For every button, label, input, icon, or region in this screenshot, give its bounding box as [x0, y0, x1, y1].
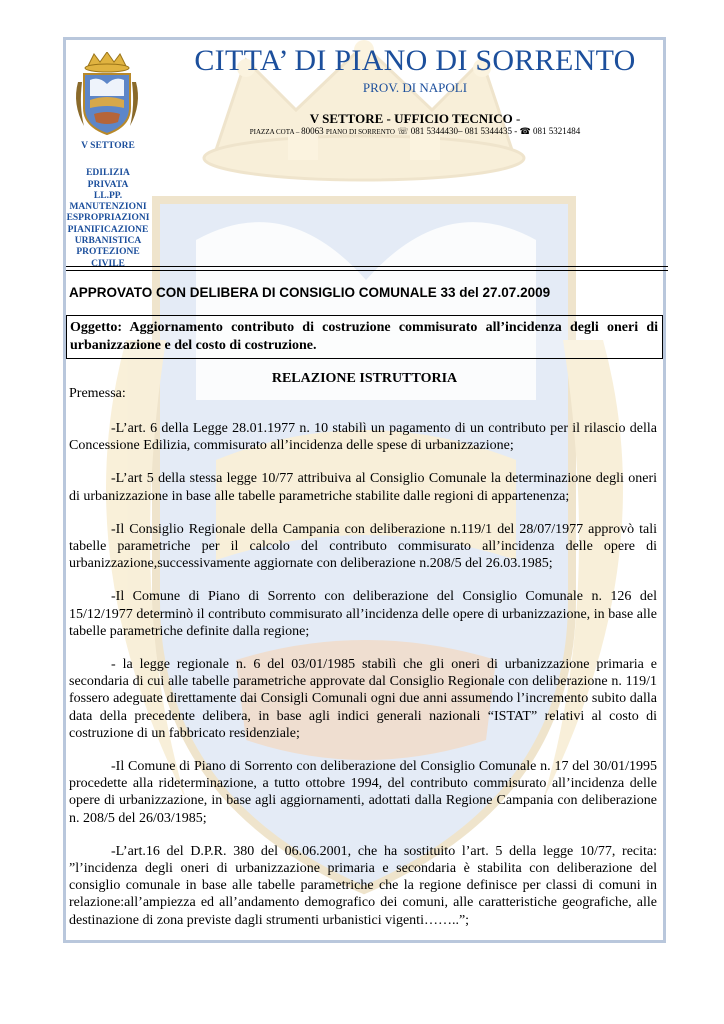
- subject-box: Oggetto: Aggiornamento contributo di costruzione commisurato all’incidenza degli oneri di urbanizzazione e del costo di costruzione.: [66, 315, 663, 359]
- page-title: CITTA’ DI PIANO DI SORRENTO: [194, 44, 636, 77]
- report-title: RELAZIONE ISTRUTTORIA: [271, 371, 458, 386]
- fax-icon: ☎: [519, 126, 531, 136]
- address-street: PIAZZA COTA –: [249, 128, 302, 136]
- sidebar-item: MANUTENZIONI: [69, 202, 147, 213]
- sidebar-item: PIANIFICAZIONE: [67, 224, 149, 235]
- contact-line: [160, 126, 670, 137]
- header-divider: [66, 266, 668, 267]
- sidebar-item: PROTEZIONE: [76, 247, 140, 258]
- header-divider-thin: [66, 270, 668, 271]
- paragraph: -Il Comune di Piano di Sorrento con deliberazione del Consiglio Comunale n. 126 del 15/12/1977 determinò il contributo commisurato all’incidenza delle opere di urbanizzazione, in base alle tabelle parametriche definite dalla regione;: [69, 589, 657, 639]
- premise-label: Premessa:: [69, 386, 126, 401]
- sidebar-item: URBANISTICA: [74, 236, 142, 247]
- office-name: [160, 111, 670, 127]
- paragraph: -L’art.16 del D.P.R. 380 del 06.06.2001, che ha sostituito l’art. 5 della legge 10/77, recita: ”l’incidenza degli oneri di urbanizzazione primaria e secondaria è stabilita con deliberazione del consiglio comunale in base alle tabelle parametriche che la regione definisce per classi di comuni in relazione:all’ampiezza ed all’andamento demografico dei comuni, alle caratteristiche geografiche, alle destinazione di zona previste dagli strumenti urbanistici vigenti……..”;: [69, 843, 657, 928]
- sidebar-item: CIVILE: [91, 258, 125, 269]
- office-dash: -: [515, 111, 521, 126]
- sidebar-item: LL.PP.: [93, 190, 123, 201]
- paragraph: - la legge regionale n. 6 del 03/01/1985 stabilì che gli oneri di urbanizzazione primaria e secondaria di cui alle tabelle parametriche approvate dal Consiglio Regionale con deliberazione n. 119/1 fossero adeguate direttamente dai Consigli Comunali ogni due anni assumendo l’incremento subito dalla data della precedente delibera, in base agli indici generali nazionali “ISTAT” relativi al costo di costruzione di un fabbricato residenziale;: [69, 657, 657, 741]
- address-cap: 80063: [301, 126, 326, 136]
- phone-icon: ☏: [397, 126, 409, 136]
- office-label: V SETTORE - UFFICIO TECNICO: [309, 111, 513, 126]
- phone-numbers: 081 5344430– 081 5344435 -: [408, 126, 520, 136]
- address-city: PIANO DI SORRENTO: [325, 128, 395, 136]
- sidebar-item: ESPROPRIAZIONI: [66, 213, 150, 224]
- fax-number: 081 5321484: [530, 126, 581, 136]
- paragraph: -Il Consiglio Regionale della Campania con deliberazione n.119/1 del 28/07/1977 approvò tali tabelle parametriche per il calcolo del contributo commisurato all’incidenza delle opere di urbanizzazione,successivamente aggiornate con deliberazione n.208/5 del 26.03.1985;: [69, 521, 657, 572]
- paragraph: -L’art. 6 della Legge 28.01.1977 n. 10 stabilì un pagamento di un contributo per il rilascio della Concessione Edilizia, commisurato all’incidenza delle spese di urbanizzazione;: [69, 421, 657, 454]
- paragraph: -L’art 5 della stessa legge 10/77 attribuiva al Consiglio Comunale la determinazione degli oneri di urbanizzazione in base alle tabelle parametriche stabilite dalle regioni di appartenenza;: [69, 471, 657, 504]
- sidebar-item: PRIVATA: [87, 179, 129, 190]
- body-text: [69, 420, 657, 929]
- sidebar-item: EDILIZIA: [86, 168, 130, 179]
- sidebar: [64, 141, 152, 270]
- sidebar-dept: V SETTORE: [81, 141, 135, 151]
- page-subtitle: PROV. DI NAPOLI: [362, 80, 468, 95]
- city-crest-logo: [72, 52, 142, 138]
- paragraph: -Il Comune di Piano di Sorrento con deliberazione del Consiglio Comunale n. 17 del 30/01/1995 procedette alla rideterminazione, a tutto ottobre 1994, del contributo commisurato all’incidenza delle opere di urbanizzazione, in base agli aggiornamenti, adottati dalla Regione Campania con deliberazione n. 208/5 del 26/03/1985;: [69, 759, 657, 826]
- approval-heading: APPROVATO CON DELIBERA DI CONSIGLIO COMUNALE 33 del 27.07.2009: [69, 285, 551, 300]
